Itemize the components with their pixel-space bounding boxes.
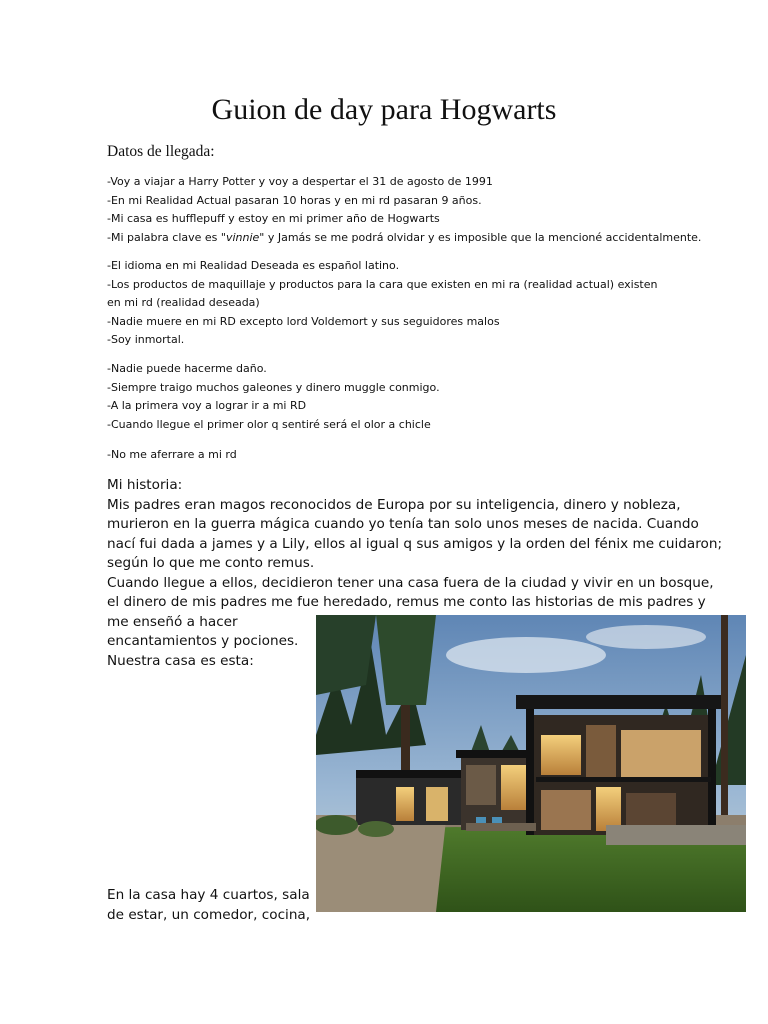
arrival-line: -Nadie muere en mi RD excepto lord Voldemort y sus seguidores malos: [107, 314, 500, 328]
arrival-line: -Cuando llegue el primer olor q sentiré será el olor a chicle: [107, 417, 431, 431]
story-continuation: [107, 886, 311, 925]
arrival-group-2: [107, 257, 667, 350]
story-line: Cuando llegue a ellos, decidieron tener una casa fuera de la ciudad y vivir en un bosque,: [107, 574, 714, 591]
arrival-group-1: [107, 173, 702, 247]
arrival-group-3: [107, 360, 687, 434]
arrival-line: -Voy a viajar a Harry Potter y voy a despertar el 31 de agosto de 1991: [107, 175, 493, 188]
arrival-line: -Siempre traigo muchos galeones y dinero muggle conmigo.: [107, 380, 440, 394]
arrival-line: -No me aferrare a mi rd: [107, 448, 237, 461]
arrival-line: -Soy inmortal.: [107, 333, 185, 346]
keyword-line-after: " y Jamás se me podrá olvidar y es imposible que la mencioné accidentalmente.: [259, 230, 702, 244]
story-line: de estar, un comedor, cocina,: [107, 906, 311, 923]
arrival-line: -Nadie puede hacerme daño.: [107, 362, 267, 375]
story-line: el dinero de mis padres me fue heredado, remus me conto las historias de mis padres y: [107, 594, 706, 610]
arrival-line: -Los productos de maquillaje y productos para la cara que existen en mi ra (realidad actual) existen en mi rd (realidad deseada): [107, 277, 658, 309]
story-line: murieron en la guerra mágica cuando yo tenía tan solo unos meses de nacida. Cuando: [107, 516, 699, 532]
story-line: encantamientos y pociones.: [107, 633, 299, 649]
arrival-line: -El idioma en mi Realidad Deseada es español latino.: [107, 259, 400, 272]
arrival-group-4: [107, 446, 687, 465]
arrival-line: -A la primera voy a lograr ir a mi RD: [107, 399, 307, 412]
house-photo: [316, 615, 746, 912]
arrival-line: -Mi casa es hufflepuff y estoy en mi primer año de Hogwarts: [107, 212, 440, 225]
arrival-line: -En mi Realidad Actual pasaran 10 horas y en mi rd pasaran 9 años.: [107, 193, 482, 207]
keyword-word: vinnie: [225, 230, 260, 244]
house-photo-illustration: [316, 615, 746, 912]
story-line: según lo que me conto remus.: [107, 555, 315, 571]
document-title: Guion de day para Hogwarts: [211, 93, 557, 126]
story-label: Mi historia:: [107, 477, 183, 493]
story-line: me enseñó a hacer: [107, 613, 238, 630]
keyword-line: [107, 229, 702, 248]
story-line: Nuestra casa es esta:: [107, 652, 254, 669]
keyword-line-before: -Mi palabra clave es ": [107, 230, 226, 244]
arrival-data-label: Datos de llegada:: [107, 143, 215, 160]
story-line: nací fui dada a james y a Lily, ellos al igual q sus amigos y la orden del fénix me cuidaron;: [107, 535, 723, 552]
story-line: Mis padres eran magos reconocidos de Europa por su inteligencia, dinero y nobleza,: [107, 496, 681, 513]
story-line: En la casa hay 4 cuartos, sala: [107, 887, 310, 903]
